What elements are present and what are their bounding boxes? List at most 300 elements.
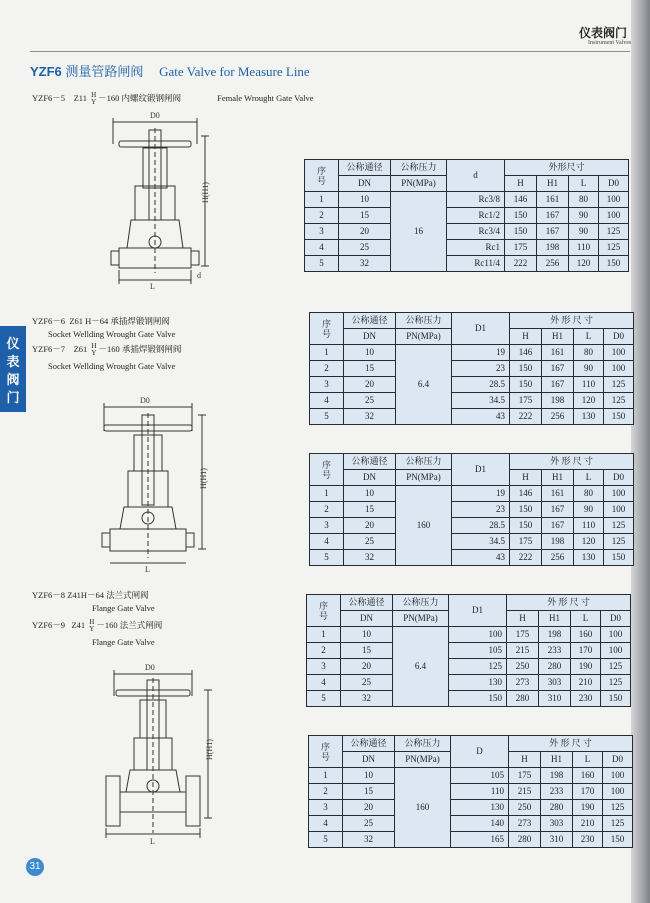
cell-h: 150 [510,361,542,377]
cell-dn: 32 [344,550,396,566]
cell-no: 2 [309,784,343,800]
cell-h1: 167 [542,377,574,393]
cell-no: 4 [305,240,339,256]
col-header-dn: DN [344,470,396,486]
table-row [305,208,629,224]
cell-dn: 25 [343,816,395,832]
dim-d0-label: D0 [150,111,160,120]
cell-c4: 125 [449,659,507,675]
col-header-dn: DN [339,176,391,192]
col-header-h1: H1 [541,752,573,768]
cell-h1: 303 [541,816,573,832]
valve2-drawing [90,393,220,573]
table-row [310,550,634,566]
table-row [309,832,633,848]
cell-c4: 34.5 [452,393,510,409]
cell-h1: 198 [541,768,573,784]
col-header-dn: DN [341,611,393,627]
cell-no: 3 [310,518,344,534]
cell-l: 170 [571,643,601,659]
cell-h1: 167 [537,208,569,224]
cell-h1: 310 [539,691,571,707]
table-row [310,502,634,518]
cell-h1: 233 [539,643,571,659]
cell-l: 80 [574,486,604,502]
table-row [305,240,629,256]
cell-h: 280 [507,691,539,707]
cell-c4: 150 [449,691,507,707]
cell-d0: 150 [601,691,631,707]
cell-pn: 160 [396,486,452,566]
cell-dn: 32 [343,832,395,848]
col-header-pn-cn: 公称压力 [395,736,451,752]
table-row [310,345,634,361]
cell-h: 250 [509,800,541,816]
table-row [307,659,631,675]
table-row [309,768,633,784]
table-row [310,518,634,534]
cell-h: 146 [505,192,537,208]
cell-h: 150 [510,502,542,518]
cell-dn: 20 [344,377,396,393]
cell-h: 215 [509,784,541,800]
col-header-dn-cn: 公称通径 [344,454,396,470]
cell-c4: Rc1/2 [447,208,505,224]
valve3-caption: YZF6－7 Z61 H Y －160 承插焊锻钢闸阀 [32,342,182,357]
cell-h1: 198 [537,240,569,256]
cell-no: 1 [305,192,339,208]
col-header-c4: d [447,160,505,192]
cell-d0: 150 [599,256,629,272]
col-header-h: H [510,470,542,486]
table-row [310,393,634,409]
cell-no: 3 [305,224,339,240]
cell-d0: 150 [604,550,634,566]
cell-h1: 167 [542,502,574,518]
cell-dn: 10 [341,627,393,643]
cell-l: 120 [574,534,604,550]
cell-dn: 32 [341,691,393,707]
cell-dn: 15 [343,784,395,800]
cell-h: 222 [510,409,542,425]
table-row [310,361,634,377]
cell-d0: 150 [604,409,634,425]
col-header-no: 序号 [307,595,341,627]
header-category-en: Instrument Valves [588,40,632,46]
cell-c4: 130 [451,800,509,816]
valve3-name-en: Socket Wellding Wrought Gate Valve [48,361,176,371]
cell-h: 175 [507,627,539,643]
table-row [307,675,631,691]
col-header-no: 序号 [310,313,344,345]
cell-h1: 161 [542,486,574,502]
svg-text:D0: D0 [145,663,155,672]
cell-l: 90 [569,224,599,240]
col-header-h1: H1 [542,329,574,345]
cell-d0: 100 [599,208,629,224]
cell-c4: 110 [451,784,509,800]
table-row [305,192,629,208]
cell-h: 215 [507,643,539,659]
spec-table-3 [309,453,634,566]
cell-h: 280 [509,832,541,848]
cell-c4: 100 [449,627,507,643]
cell-d0: 100 [603,784,633,800]
col-header-h: H [507,611,539,627]
svg-text:L: L [150,837,155,846]
cell-h: 150 [505,208,537,224]
cell-no: 5 [310,550,344,566]
table-row [310,409,634,425]
col-header-l: L [569,176,599,192]
cell-no: 5 [307,691,341,707]
table-row [310,534,634,550]
col-header-d0: D0 [599,176,629,192]
col-header-pn: PN(MPa) [395,752,451,768]
valve-code: YZF6－5 [32,92,66,103]
cell-dn: 25 [341,675,393,691]
cell-l: 170 [573,784,603,800]
title-en: Gate Valve for Measure Line [159,64,310,79]
col-header-no: 序号 [309,736,343,768]
cell-l: 80 [569,192,599,208]
valve5-name-en: Flange Gate Valve [92,637,155,647]
cell-d0: 125 [604,393,634,409]
cell-no: 5 [310,409,344,425]
cell-d0: 125 [599,224,629,240]
cell-h1: 161 [542,345,574,361]
cell-d0: 125 [604,377,634,393]
cell-dn: 15 [344,502,396,518]
cell-no: 3 [307,659,341,675]
valve-model: －160 内螺纹锻钢闸阀 [98,92,182,103]
cell-h1: 256 [542,409,574,425]
table-row [307,691,631,707]
cell-dn: 20 [341,659,393,675]
cell-c4: 23 [452,502,510,518]
col-header-dims: 外 形 尺 寸 [509,736,633,752]
cell-d0: 125 [603,816,633,832]
cell-dn: 25 [344,393,396,409]
cell-dn: 20 [343,800,395,816]
valve3-drawing [100,663,220,848]
cell-dn: 15 [341,643,393,659]
col-header-pn-cn: 公称压力 [396,454,452,470]
cell-no: 4 [309,816,343,832]
cell-dn: 25 [339,240,391,256]
col-header-pn: PN(MPa) [396,329,452,345]
cell-h1: 310 [541,832,573,848]
side-category-tab: 仪 表 阀 门 [0,326,26,412]
col-header-c4: D [451,736,509,768]
col-header-dn-cn: 公称通径 [343,736,395,752]
cell-dn: 25 [344,534,396,550]
cell-l: 80 [574,345,604,361]
cell-l: 110 [574,518,604,534]
table-row [309,816,633,832]
col-header-dn-cn: 公称通径 [344,313,396,329]
cell-d0: 125 [604,534,634,550]
cell-c4: 105 [449,643,507,659]
cell-c4: 19 [452,345,510,361]
cell-no: 2 [310,361,344,377]
cell-h1: 167 [537,224,569,240]
cell-no: 3 [310,377,344,393]
cell-no: 1 [310,486,344,502]
header-row [310,454,634,470]
cell-d0: 125 [604,518,634,534]
cell-l: 190 [573,800,603,816]
valve2-caption: YZF6－6 Z61 H－64 承插焊锻钢闸阀 [32,316,170,326]
cell-dn: 10 [344,486,396,502]
cell-c4: Rc3/4 [447,224,505,240]
cell-h1: 303 [539,675,571,691]
table-row [305,224,629,240]
cell-l: 90 [574,502,604,518]
spec-table-5 [308,735,633,848]
cell-c4: 130 [449,675,507,691]
col-header-dn: DN [343,752,395,768]
cell-d0: 100 [601,643,631,659]
cell-h: 273 [509,816,541,832]
cell-no: 3 [309,800,343,816]
svg-text:H(H1): H(H1) [199,468,208,489]
cell-d0: 125 [601,659,631,675]
cell-h: 150 [510,518,542,534]
cell-no: 4 [307,675,341,691]
valve-model-prefix: Z11 [73,92,87,103]
cell-h1: 161 [537,192,569,208]
cell-no: 2 [307,643,341,659]
table-row [307,627,631,643]
table-row [309,784,633,800]
cell-no: 2 [310,502,344,518]
col-header-l: L [574,329,604,345]
dim-h-label: H(H1) [201,182,210,203]
svg-text:D0: D0 [140,396,150,405]
col-header-h: H [510,329,542,345]
cell-h1: 280 [539,659,571,675]
col-header-pn-cn: 公称压力 [396,313,452,329]
cell-h1: 198 [539,627,571,643]
table-row [309,800,633,816]
cell-h: 222 [510,550,542,566]
cell-c4: 140 [451,816,509,832]
cell-l: 160 [573,768,603,784]
title-cn: 测量管路闸阀 [65,64,144,79]
col-header-l: L [574,470,604,486]
cell-l: 210 [571,675,601,691]
cell-h: 273 [507,675,539,691]
valve-name-en: Female Wrought Gate Valve [217,92,314,103]
dim-d-label: d [197,271,201,280]
col-header-pn: PN(MPa) [393,611,449,627]
cell-no: 4 [310,393,344,409]
cell-no: 1 [309,768,343,784]
cell-c4: 34.5 [452,534,510,550]
cell-d0: 100 [599,192,629,208]
col-header-dims: 外 形 尺 寸 [507,595,631,611]
valve5-caption: YZF6－9 Z41 H Y －160 法兰式闸阀 [32,618,163,633]
spec-table-2 [309,312,634,425]
page-number: 31 [26,858,44,876]
col-header-h: H [505,176,537,192]
cell-no: 2 [305,208,339,224]
col-header-dims: 外 形 尺 寸 [510,454,634,470]
svg-text:L: L [145,565,150,574]
col-header-c4: D1 [449,595,507,627]
col-header-d0: D0 [601,611,631,627]
cell-dn: 20 [344,518,396,534]
cell-l: 120 [574,393,604,409]
col-header-dn-cn: 公称通径 [339,160,391,176]
col-header-d0: D0 [604,329,634,345]
cell-h: 175 [510,393,542,409]
cell-d0: 100 [604,486,634,502]
cell-h: 146 [510,486,542,502]
col-header-h1: H1 [542,470,574,486]
spec-table-4 [306,594,631,707]
cell-l: 110 [569,240,599,256]
valve1-drawing [95,108,225,291]
cell-c4: 165 [451,832,509,848]
valve1-caption: YZF6－5 Z11 H Y －160 内螺纹锻钢闸阀 Female Wrought Gate Valve [32,91,314,106]
cell-l: 190 [571,659,601,675]
cell-no: 5 [309,832,343,848]
cell-h1: 280 [541,800,573,816]
cell-l: 230 [571,691,601,707]
col-header-h: H [509,752,541,768]
col-header-pn: PN(MPa) [396,470,452,486]
title-code: YZF6 [30,64,62,79]
col-header-pn: PN(MPa) [391,176,447,192]
page-title [30,61,310,80]
cell-h1: 256 [542,550,574,566]
spec-table-1 [304,159,629,272]
cell-l: 160 [571,627,601,643]
col-header-l: L [571,611,601,627]
cell-l: 130 [574,409,604,425]
cell-pn: 6.4 [393,627,449,707]
cell-l: 210 [573,816,603,832]
svg-text:H(H1): H(H1) [205,739,214,760]
col-header-no: 序号 [305,160,339,192]
cell-dn: 10 [339,192,391,208]
col-header-h1: H1 [539,611,571,627]
cell-c4: 105 [451,768,509,784]
cell-l: 90 [574,361,604,377]
cell-c4: 43 [452,409,510,425]
header-row [307,595,631,611]
col-header-d0: D0 [604,470,634,486]
col-header-l: L [573,752,603,768]
cell-no: 4 [310,534,344,550]
cell-pn: 16 [391,192,447,272]
cell-h: 175 [505,240,537,256]
dim-l-label: L [150,282,155,291]
cell-h: 150 [505,224,537,240]
cell-h: 175 [509,768,541,784]
header-row [309,736,633,752]
cell-c4: Rc11/4 [447,256,505,272]
col-header-pn-cn: 公称压力 [393,595,449,611]
cell-dn: 20 [339,224,391,240]
header-category: 仪表阀门 [579,26,628,40]
cell-h1: 198 [542,393,574,409]
cell-c4: 28.5 [452,518,510,534]
col-header-pn-cn: 公称压力 [391,160,447,176]
cell-d0: 100 [604,361,634,377]
cell-l: 120 [569,256,599,272]
cell-h1: 167 [542,361,574,377]
cell-dn: 15 [344,361,396,377]
cell-d0: 125 [603,800,633,816]
table-row [305,256,629,272]
col-header-c4: D1 [452,454,510,486]
cell-d0: 100 [601,627,631,643]
cell-c4: Rc3/8 [447,192,505,208]
cell-dn: 32 [339,256,391,272]
cell-d0: 100 [604,502,634,518]
valve4-name-en: Flange Gate Valve [92,603,155,613]
table-row [310,486,634,502]
cell-l: 90 [569,208,599,224]
cell-pn: 6.4 [396,345,452,425]
cell-c4: Rc1 [447,240,505,256]
table-row [307,643,631,659]
cell-d0: 100 [604,345,634,361]
cell-l: 130 [574,550,604,566]
cell-no: 1 [310,345,344,361]
cell-d0: 150 [603,832,633,848]
cell-dn: 15 [339,208,391,224]
col-header-d0: D0 [603,752,633,768]
cell-l: 110 [574,377,604,393]
col-header-h1: H1 [537,176,569,192]
cell-dn: 32 [344,409,396,425]
cell-h: 150 [510,377,542,393]
cell-c4: 19 [452,486,510,502]
cell-pn: 160 [395,768,451,848]
cell-d0: 100 [603,768,633,784]
cell-h: 175 [510,534,542,550]
cell-d0: 125 [599,240,629,256]
page-binding-edge [631,0,650,903]
cell-d0: 125 [601,675,631,691]
cell-h1: 167 [542,518,574,534]
header-rule [30,51,630,52]
cell-h: 250 [507,659,539,675]
cell-c4: 43 [452,550,510,566]
cell-h: 146 [510,345,542,361]
col-header-dims: 外 形 尺 寸 [510,313,634,329]
col-header-dims: 外形尺寸 [505,160,629,176]
header-row [310,313,634,329]
cell-c4: 28.5 [452,377,510,393]
table-row [310,377,634,393]
col-header-c4: D1 [452,313,510,345]
cell-h1: 198 [542,534,574,550]
col-header-dn-cn: 公称通径 [341,595,393,611]
cell-no: 1 [307,627,341,643]
cell-dn: 10 [344,345,396,361]
cell-l: 230 [573,832,603,848]
valve4-caption: YZF6－8 Z41H－64 法兰式闸阀 [32,590,149,600]
valve2-name-en: Socket Wellding Wrought Gate Valve [48,329,176,339]
cell-no: 5 [305,256,339,272]
col-header-dn: DN [344,329,396,345]
col-header-no: 序号 [310,454,344,486]
